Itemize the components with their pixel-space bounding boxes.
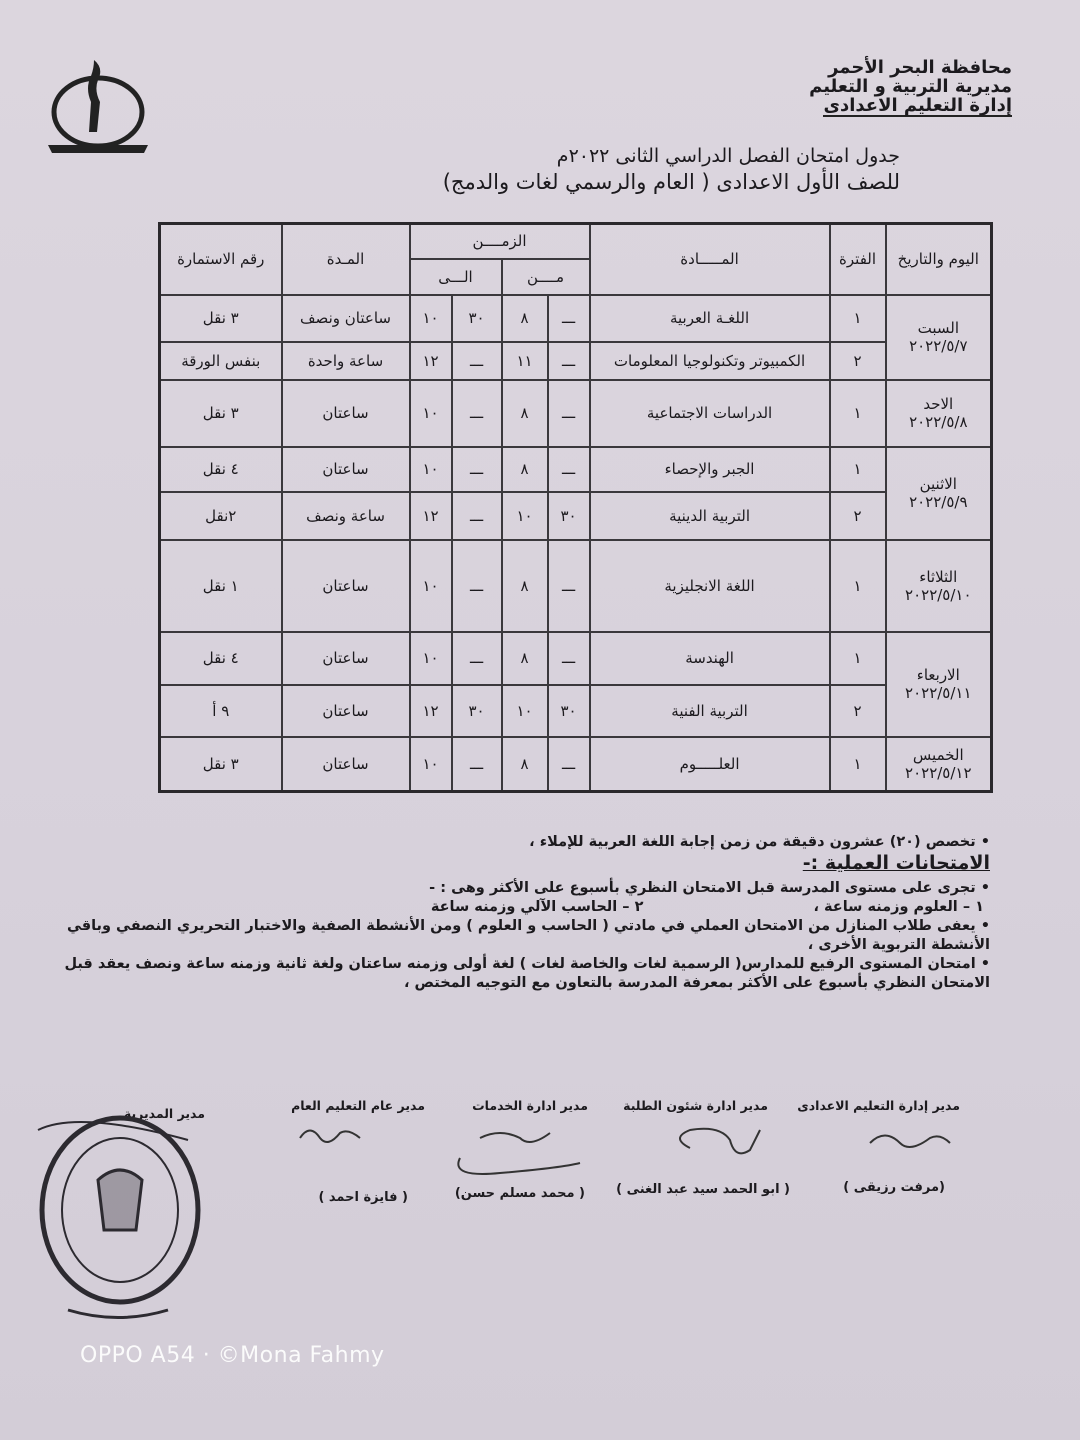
form-cell: ٤ نقل bbox=[160, 632, 282, 685]
note-advanced-level: • امتحان المستوى الرفيع للمدارس( الرسمية لغات والخاصة لغات ) لغة أولى وزمنه ساعتان ولغة ثانية وزمنه ساعة ونصف يعقد قبل الامتحان النظري بأسبوع على الأكثر بمعرفة المدرسة بالتعاون مع التوجيه المختص ، bbox=[64, 956, 990, 991]
day-name: الثلاثاء bbox=[919, 567, 958, 586]
exam-date: ٢٠٢٢/٥/١٠ bbox=[905, 585, 972, 604]
day-date-cell bbox=[886, 380, 992, 447]
to-min-cell: ٣٠ bbox=[452, 685, 502, 737]
institution-header bbox=[809, 58, 1012, 117]
practical-item-computer: ٢ – الحاسب الآلي وزمنه ساعة bbox=[430, 899, 644, 915]
subject-cell: الجبر والإحصاء bbox=[590, 447, 830, 492]
header-form-number: رقم الاستمارة bbox=[160, 224, 282, 295]
to-hr-cell: ١٠ bbox=[410, 737, 452, 792]
form-cell: ٢نقل bbox=[160, 492, 282, 540]
period-cell: ١ bbox=[830, 632, 886, 685]
note-practical-timing: • تجرى على مستوى المدرسة قبل الامتحان النظري بأسبوع على الأكثر وهى : - bbox=[429, 880, 990, 896]
day-name: الاربعاء bbox=[916, 666, 960, 684]
exam-date: ٢٠٢٢/٥/٩ bbox=[909, 493, 968, 511]
to-min-cell: ـــ bbox=[452, 540, 502, 632]
period-cell: ١ bbox=[830, 540, 886, 632]
header-day-date: اليوم والتاريخ bbox=[886, 224, 992, 295]
from-hr-cell: ٨ bbox=[502, 737, 548, 792]
exam-date: ٢٠٢٢/٥/٨ bbox=[909, 413, 968, 431]
exam-schedule-table bbox=[158, 222, 993, 793]
exam-date: ٢٠٢٢/٥/١١ bbox=[905, 684, 972, 702]
day-name: السبت bbox=[917, 319, 959, 337]
from-hr-cell: ٨ bbox=[502, 447, 548, 492]
from-min-cell: ـــ bbox=[548, 380, 590, 447]
governorate-name: محافظة البحر الأحمر bbox=[828, 57, 1012, 78]
subject-cell: الدراسات الاجتماعية bbox=[590, 380, 830, 447]
duration-cell: ساعتان bbox=[282, 632, 410, 685]
from-min-cell: ـــ bbox=[548, 295, 590, 342]
header-subject: المـــــادة bbox=[590, 224, 830, 295]
from-min-cell: ٣٠ bbox=[548, 492, 590, 540]
day-name: الاثنين bbox=[919, 475, 957, 493]
signatory-name-1: (مرفت رزيقى ) bbox=[843, 1180, 945, 1195]
from-min-cell: ـــ bbox=[548, 632, 590, 685]
form-cell: ١ نقل bbox=[160, 540, 282, 632]
to-hr-cell: ١٢ bbox=[410, 342, 452, 380]
signatory-name-3: ( محمد مسلم حسن) bbox=[454, 1186, 585, 1201]
practical-item-science: ١ – العلوم وزمنه ساعة ، bbox=[813, 899, 984, 915]
from-hr-cell: ٨ bbox=[502, 295, 548, 342]
administration-name: إدارة التعليم الاعدادى bbox=[823, 95, 1012, 116]
from-hr-cell: ١٠ bbox=[502, 492, 548, 540]
period-cell: ١ bbox=[830, 295, 886, 342]
handwritten-signatures bbox=[290, 1118, 970, 1178]
from-min-cell: ـــ bbox=[548, 447, 590, 492]
form-cell: ٣ نقل bbox=[160, 737, 282, 792]
exam-date: ٢٠٢٢/٥/١٢ bbox=[905, 763, 972, 782]
period-cell: ١ bbox=[830, 447, 886, 492]
table-row bbox=[160, 380, 992, 447]
from-hr-cell: ١٠ bbox=[502, 685, 548, 737]
subject-cell: العلـــــوم bbox=[590, 737, 830, 792]
period-cell: ٢ bbox=[830, 342, 886, 380]
to-hr-cell: ١٢ bbox=[410, 492, 452, 540]
duration-cell: ساعة ونصف bbox=[282, 492, 410, 540]
subject-cell: الهندسة bbox=[590, 632, 830, 685]
day-name: الاحد bbox=[923, 395, 954, 413]
signatory-name-2: ( ابو الحمد سيد عبد الغنى ) bbox=[616, 1182, 790, 1197]
day-name: الخميس bbox=[912, 745, 964, 764]
practical-exams-heading: الامتحانات العملية :- bbox=[802, 852, 990, 874]
subject-cell: الكمبيوتر وتكنولوجيا المعلومات bbox=[590, 342, 830, 380]
from-hr-cell: ٨ bbox=[502, 380, 548, 447]
table-row bbox=[160, 342, 992, 380]
duration-cell: ساعتان ونصف bbox=[282, 295, 410, 342]
form-cell: ٩ أ bbox=[160, 685, 282, 737]
to-min-cell: ٣٠ bbox=[452, 295, 502, 342]
header-from: مــــن bbox=[502, 259, 590, 295]
to-hr-cell: ١٠ bbox=[410, 380, 452, 447]
duration-cell: ساعتان bbox=[282, 737, 410, 792]
official-stamp bbox=[28, 1100, 218, 1340]
period-cell: ١ bbox=[830, 380, 886, 447]
table-row bbox=[160, 685, 992, 737]
to-hr-cell: ١٠ bbox=[410, 632, 452, 685]
day-date-cell bbox=[886, 295, 992, 380]
table-row bbox=[160, 492, 992, 540]
header-time: الزمــــن bbox=[410, 224, 590, 259]
form-cell: بنفس الورقة bbox=[160, 342, 282, 380]
subject-cell: اللغـة العربية bbox=[590, 295, 830, 342]
signatory-name-4: ( فايزة احمد ) bbox=[318, 1190, 408, 1205]
to-hr-cell: ١٢ bbox=[410, 685, 452, 737]
form-cell: ٤ نقل bbox=[160, 447, 282, 492]
subject-cell: التربية الدينية bbox=[590, 492, 830, 540]
from-min-cell: ـــ bbox=[548, 737, 590, 792]
table-row bbox=[160, 295, 992, 342]
schedule-title: جدول امتحان الفصل الدراسي الثانى ٢٠٢٢م bbox=[556, 145, 900, 167]
notes-section bbox=[40, 833, 990, 993]
subject-cell: اللغة الانجليزية bbox=[590, 540, 830, 632]
signature-title-4: مدير عام التعليم العام bbox=[291, 1098, 425, 1113]
from-hr-cell: ٨ bbox=[502, 540, 548, 632]
from-hr-cell: ٨ bbox=[502, 632, 548, 685]
table-row bbox=[160, 447, 992, 492]
from-min-cell: ٣٠ bbox=[548, 685, 590, 737]
duration-cell: ساعتان bbox=[282, 380, 410, 447]
form-cell: ٣ نقل bbox=[160, 380, 282, 447]
duration-cell: ساعتان bbox=[282, 447, 410, 492]
signature-title-2: مدير ادارة شئون الطلبة bbox=[623, 1098, 768, 1113]
schedule-subtitle: للصف الأول الاعدادى ( العام والرسمي لغات والدمج) bbox=[442, 170, 900, 194]
period-cell: ٢ bbox=[830, 492, 886, 540]
to-min-cell: ـــ bbox=[452, 380, 502, 447]
header-to: الـــى bbox=[410, 259, 502, 295]
directorate-name: مديرية التربية و التعليم bbox=[809, 76, 1012, 97]
duration-cell: ساعة واحدة bbox=[282, 342, 410, 380]
to-hr-cell: ١٠ bbox=[410, 295, 452, 342]
header-period: الفترة bbox=[830, 224, 886, 295]
exam-date: ٢٠٢٢/٥/٧ bbox=[909, 337, 968, 355]
note-home-students: • يعفى طلاب المنازل من الامتحان العملي في مادتي ( الحاسب و العلوم ) ومن الأنشطة الصفية والاختبار التحريري النصفي وباقي الأنشطة التربوية الأخرى ، bbox=[66, 918, 990, 953]
note-dictation: • تخصص (٢٠) عشرون دقيقة من زمن إجابة اللغة العربية للإملاء ، bbox=[529, 834, 990, 850]
day-date-cell bbox=[886, 447, 992, 540]
to-min-cell: ـــ bbox=[452, 342, 502, 380]
signature-title-5: مدير المديرية bbox=[123, 1106, 205, 1121]
from-min-cell: ـــ bbox=[548, 540, 590, 632]
subject-cell: التربية الفنية bbox=[590, 685, 830, 737]
form-cell: ٣ نقل bbox=[160, 295, 282, 342]
duration-cell: ساعتان bbox=[282, 540, 410, 632]
to-min-cell: ـــ bbox=[452, 447, 502, 492]
from-min-cell: ـــ bbox=[548, 342, 590, 380]
day-date-cell bbox=[886, 540, 992, 632]
camera-watermark: OPPO A54 · ©Mona Fahmy bbox=[80, 1343, 385, 1368]
to-min-cell: ـــ bbox=[452, 737, 502, 792]
to-min-cell: ـــ bbox=[452, 632, 502, 685]
table-row bbox=[160, 540, 992, 632]
to-min-cell: ـــ bbox=[452, 492, 502, 540]
signature-title-3: مدير ادارة الخدمات bbox=[472, 1098, 588, 1113]
to-hr-cell: ١٠ bbox=[410, 540, 452, 632]
table-row bbox=[160, 737, 992, 792]
to-hr-cell: ١٠ bbox=[410, 447, 452, 492]
header-duration: المـدة bbox=[282, 224, 410, 295]
day-date-cell bbox=[886, 632, 992, 737]
period-cell: ٢ bbox=[830, 685, 886, 737]
day-date-cell bbox=[886, 737, 992, 792]
period-cell: ١ bbox=[830, 737, 886, 792]
duration-cell: ساعتان bbox=[282, 685, 410, 737]
ministry-logo bbox=[46, 50, 156, 155]
table-row bbox=[160, 632, 992, 685]
signature-title-1: مدير إدارة التعليم الاعدادى bbox=[797, 1098, 960, 1113]
from-hr-cell: ١١ bbox=[502, 342, 548, 380]
